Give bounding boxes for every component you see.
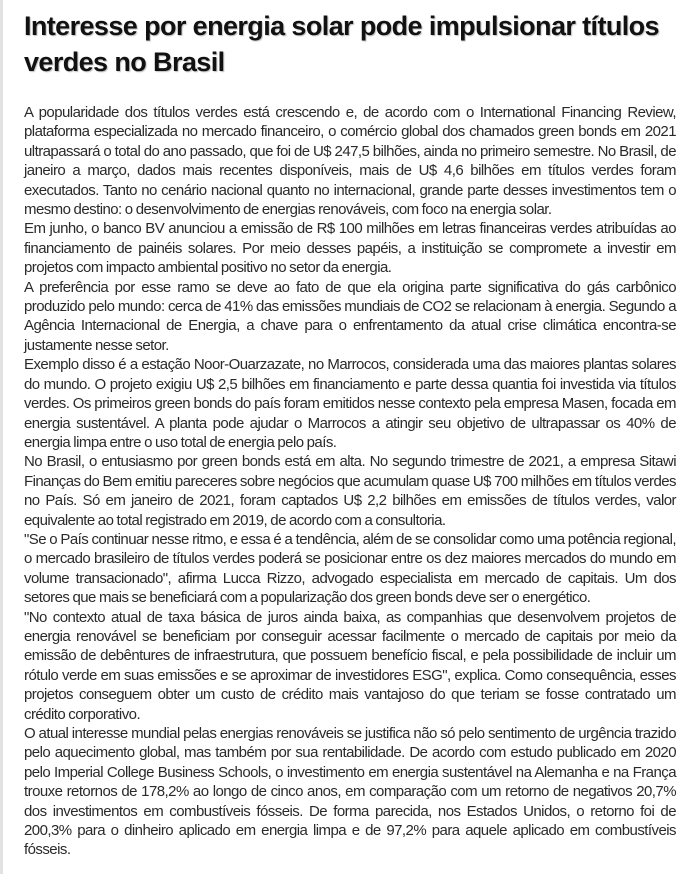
paragraph: No Brasil, o entusiasmo por green bonds está em alta. No segundo trimestre de 2021, a empresa Sitawi Finanças do Bem emitiu pareceres sobre negócios que acumulam quase U$ 700 milhões em títulos verdes no País. Só em janeiro de 2021, foram captados U$ 2,2 bilhões em emissões de títulos verdes, valor equivalente ao total registrado em 2019, de acordo com a consultoria. [24,453,676,529]
paragraph: Exemplo disso é a estação Noor-Ouarzazate, no Marrocos, considerada uma das maiores plantas solares do mundo. O projeto exigiu U$ 2,5 bilhões em financiamento e parte dessa quantia foi investida via títulos verdes. Os primeiros green bonds do país foram emitidos nesse contexto pela empresa Masen, focada em energia sustentável. A planta pode ajudar o Marrocos a atingir seu objetivo de ultrapassar os 40% de energia limpa entre o uso total de energia pelo país. [24,356,676,451]
article-title: Interesse por energia solar pode impulsionar títulos verdes no Brasil [24,11,659,77]
paragraph: "Se o País continuar nesse ritmo, e essa é a tendência, além de se consolidar como uma potência regional, o mercado brasileiro de títulos verdes poderá se posicionar entre os dez maiores mercados do mundo em volume transacionado", afirma Lucca Rizzo, advogado especialista em mercado de capitais. Um dos setores que mais se beneficiará com a popularização dos green bonds deve ser o energético. [24,530,676,607]
article-body [24,103,676,860]
paragraph: A preferência por esse ramo se deve ao fato de que ela origina parte significativa do gás carbônico produzido pelo mundo: cerca de 41% das emissões mundiais de CO2 se relacionam à energia. Segundo a Agência Internacional de Energia, a chave para o enfrentamento da atual crise climática encontra-se justamente nesse setor. [24,278,676,354]
paragraph: "No contexto atual de taxa básica de juros ainda baixa, as companhias que desenvolvem projetos de energia renovável se beneficiam por conseguir acessar facilmente o mercado de capitais por meio da emissão de debêntures de infraestrutura, que possuem benefício fiscal, e pela possibilidade de incluir um rótulo verde em suas emissões e se aproximar de investidores ESG", explica. Como consequência, esses projetos conseguem obter um custo de crédito mais vantajoso do que teriam se fosse contratado um crédito corporativo. [24,608,676,723]
paragraph: Em junho, o banco BV anunciou a emissão de R$ 100 milhões em letras financeiras verdes atribuídas ao financiamento de painéis solares. Por meio desses papéis, a instituição se compromete a investir em projetos com impacto ambiental positivo no setor da energia. [24,220,676,277]
paragraph: O atual interesse mundial pelas energias renováveis se justifica não só pelo sentimento de urgência trazido pelo aquecimento global, mas também por sua rentabilidade. De acordo com estudo publicado em 2020 pelo Imperial College Business Schools, o investimento em energia sustentável na Alemanha e na França trouxe retornos de 178,2% ao longo de cinco anos, em comparação com um retorno de negativos 20,7% dos investimentos em combustíveis fósseis. De forma parecida, nos Estados Unidos, o retorno foi de 200,3% para o dinheiro aplicado em energia limpa e de 97,2% para aquele aplicado em combustíveis fósseis. [24,725,676,859]
paragraph: A popularidade dos títulos verdes está crescendo e, de acordo com o International Financing Review, plataforma especializada no mercado financeiro, o comércio global dos chamados green bonds em 2021 ultrapassará o total do ano passado, que foi de U$ 247,5 bilhões, ainda no primeiro semestre. No Brasil, de janeiro a março, dados mais recentes disponíveis, mais de U$ 4,6 bilhões em títulos verdes foram executados. Tanto no cenário nacional quanto no internacional, grande parte desses investimentos tem o mesmo destino: o desenvolvimento de energias renováveis, com foco na energia solar. [24,104,676,219]
article [24,8,676,860]
left-border [0,0,3,874]
